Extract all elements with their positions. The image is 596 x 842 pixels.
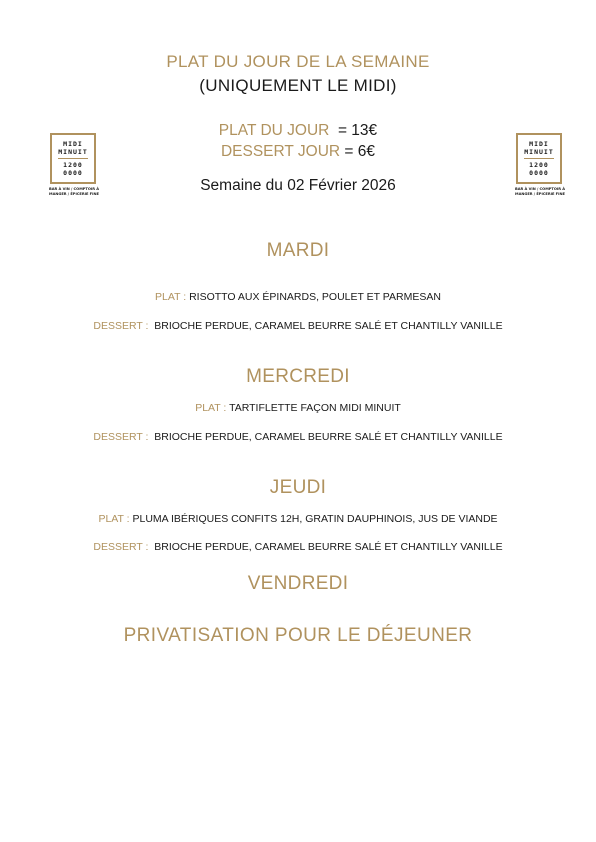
day-heading-jeudi: JEUDI	[269, 477, 327, 498]
price-dessert-value: = 6€	[344, 143, 376, 160]
plat-text: TARTIFLETTE FAÇON MIDI MINUIT	[229, 402, 401, 414]
menu-line-plat	[0, 513, 596, 525]
logo-tagline-line: BAR À VIN / COMPTOIR À	[49, 187, 100, 191]
plat-label: PLAT :	[98, 513, 130, 525]
day-heading-mercredi: MERCREDI	[246, 366, 350, 387]
menu-line-plat	[0, 402, 596, 414]
logo-word: MINUIT	[58, 148, 88, 156]
logo-tagline-line: MANGER / ÉPICERIE FINE	[515, 191, 565, 196]
dessert-text: BRIOCHE PERDUE, CARAMEL BEURRE SALÉ ET CHANTILLY VANILLE	[154, 541, 503, 553]
day-heading-mardi: MARDI	[266, 240, 330, 261]
plat-text: RISOTTO AUX ÉPINARDS, POULET ET PARMESAN	[189, 291, 441, 303]
logo-tagline-line: MANGER / ÉPICERIE FINE	[49, 191, 99, 196]
price-dessert-label: DESSERT JOUR	[220, 143, 341, 160]
price-plat-value: = 13€	[337, 122, 378, 139]
logo-word: MIDI	[63, 140, 83, 148]
plat-label: PLAT :	[195, 402, 227, 414]
menu-line-plat	[0, 291, 596, 303]
logo-tagline-line: BAR À VIN / COMPTOIR À	[515, 187, 566, 191]
logo-word: MIDI	[529, 140, 549, 148]
logo-number: 0000	[63, 169, 83, 177]
privatisation-notice: PRIVATISATION POUR LE DÉJEUNER	[123, 625, 473, 646]
menu-line-dessert	[0, 431, 596, 443]
plat-label: PLAT :	[155, 291, 187, 303]
page-subtitle: (UNIQUEMENT LE MIDI)	[199, 76, 397, 95]
week-date: Semaine du 02 Février 2026	[200, 177, 396, 194]
dessert-text: BRIOCHE PERDUE, CARAMEL BEURRE SALÉ ET CHANTILLY VANILLE	[154, 320, 503, 332]
price-plat	[0, 122, 596, 140]
logo-number: 1200	[529, 161, 549, 169]
logo-number: 1200	[63, 161, 83, 169]
dessert-text: BRIOCHE PERDUE, CARAMEL BEURRE SALÉ ET CHANTILLY VANILLE	[154, 431, 503, 443]
menu-line-dessert	[0, 320, 596, 332]
logo-word: MINUIT	[524, 148, 554, 156]
price-plat-label: PLAT DU JOUR	[218, 122, 330, 139]
logo-number: 0000	[529, 169, 549, 177]
dessert-label: DESSERT :	[93, 320, 149, 332]
page-title: PLAT DU JOUR DE LA SEMAINE	[166, 52, 430, 71]
day-heading-vendredi: VENDREDI	[247, 573, 349, 594]
menu-line-dessert	[0, 541, 596, 553]
plat-text: PLUMA IBÉRIQUES CONFITS 12H, GRATIN DAUPHINOIS, JUS DE VIANDE	[132, 513, 498, 525]
dessert-label: DESSERT :	[93, 431, 149, 443]
dessert-label: DESSERT :	[93, 541, 149, 553]
price-dessert	[0, 143, 596, 161]
